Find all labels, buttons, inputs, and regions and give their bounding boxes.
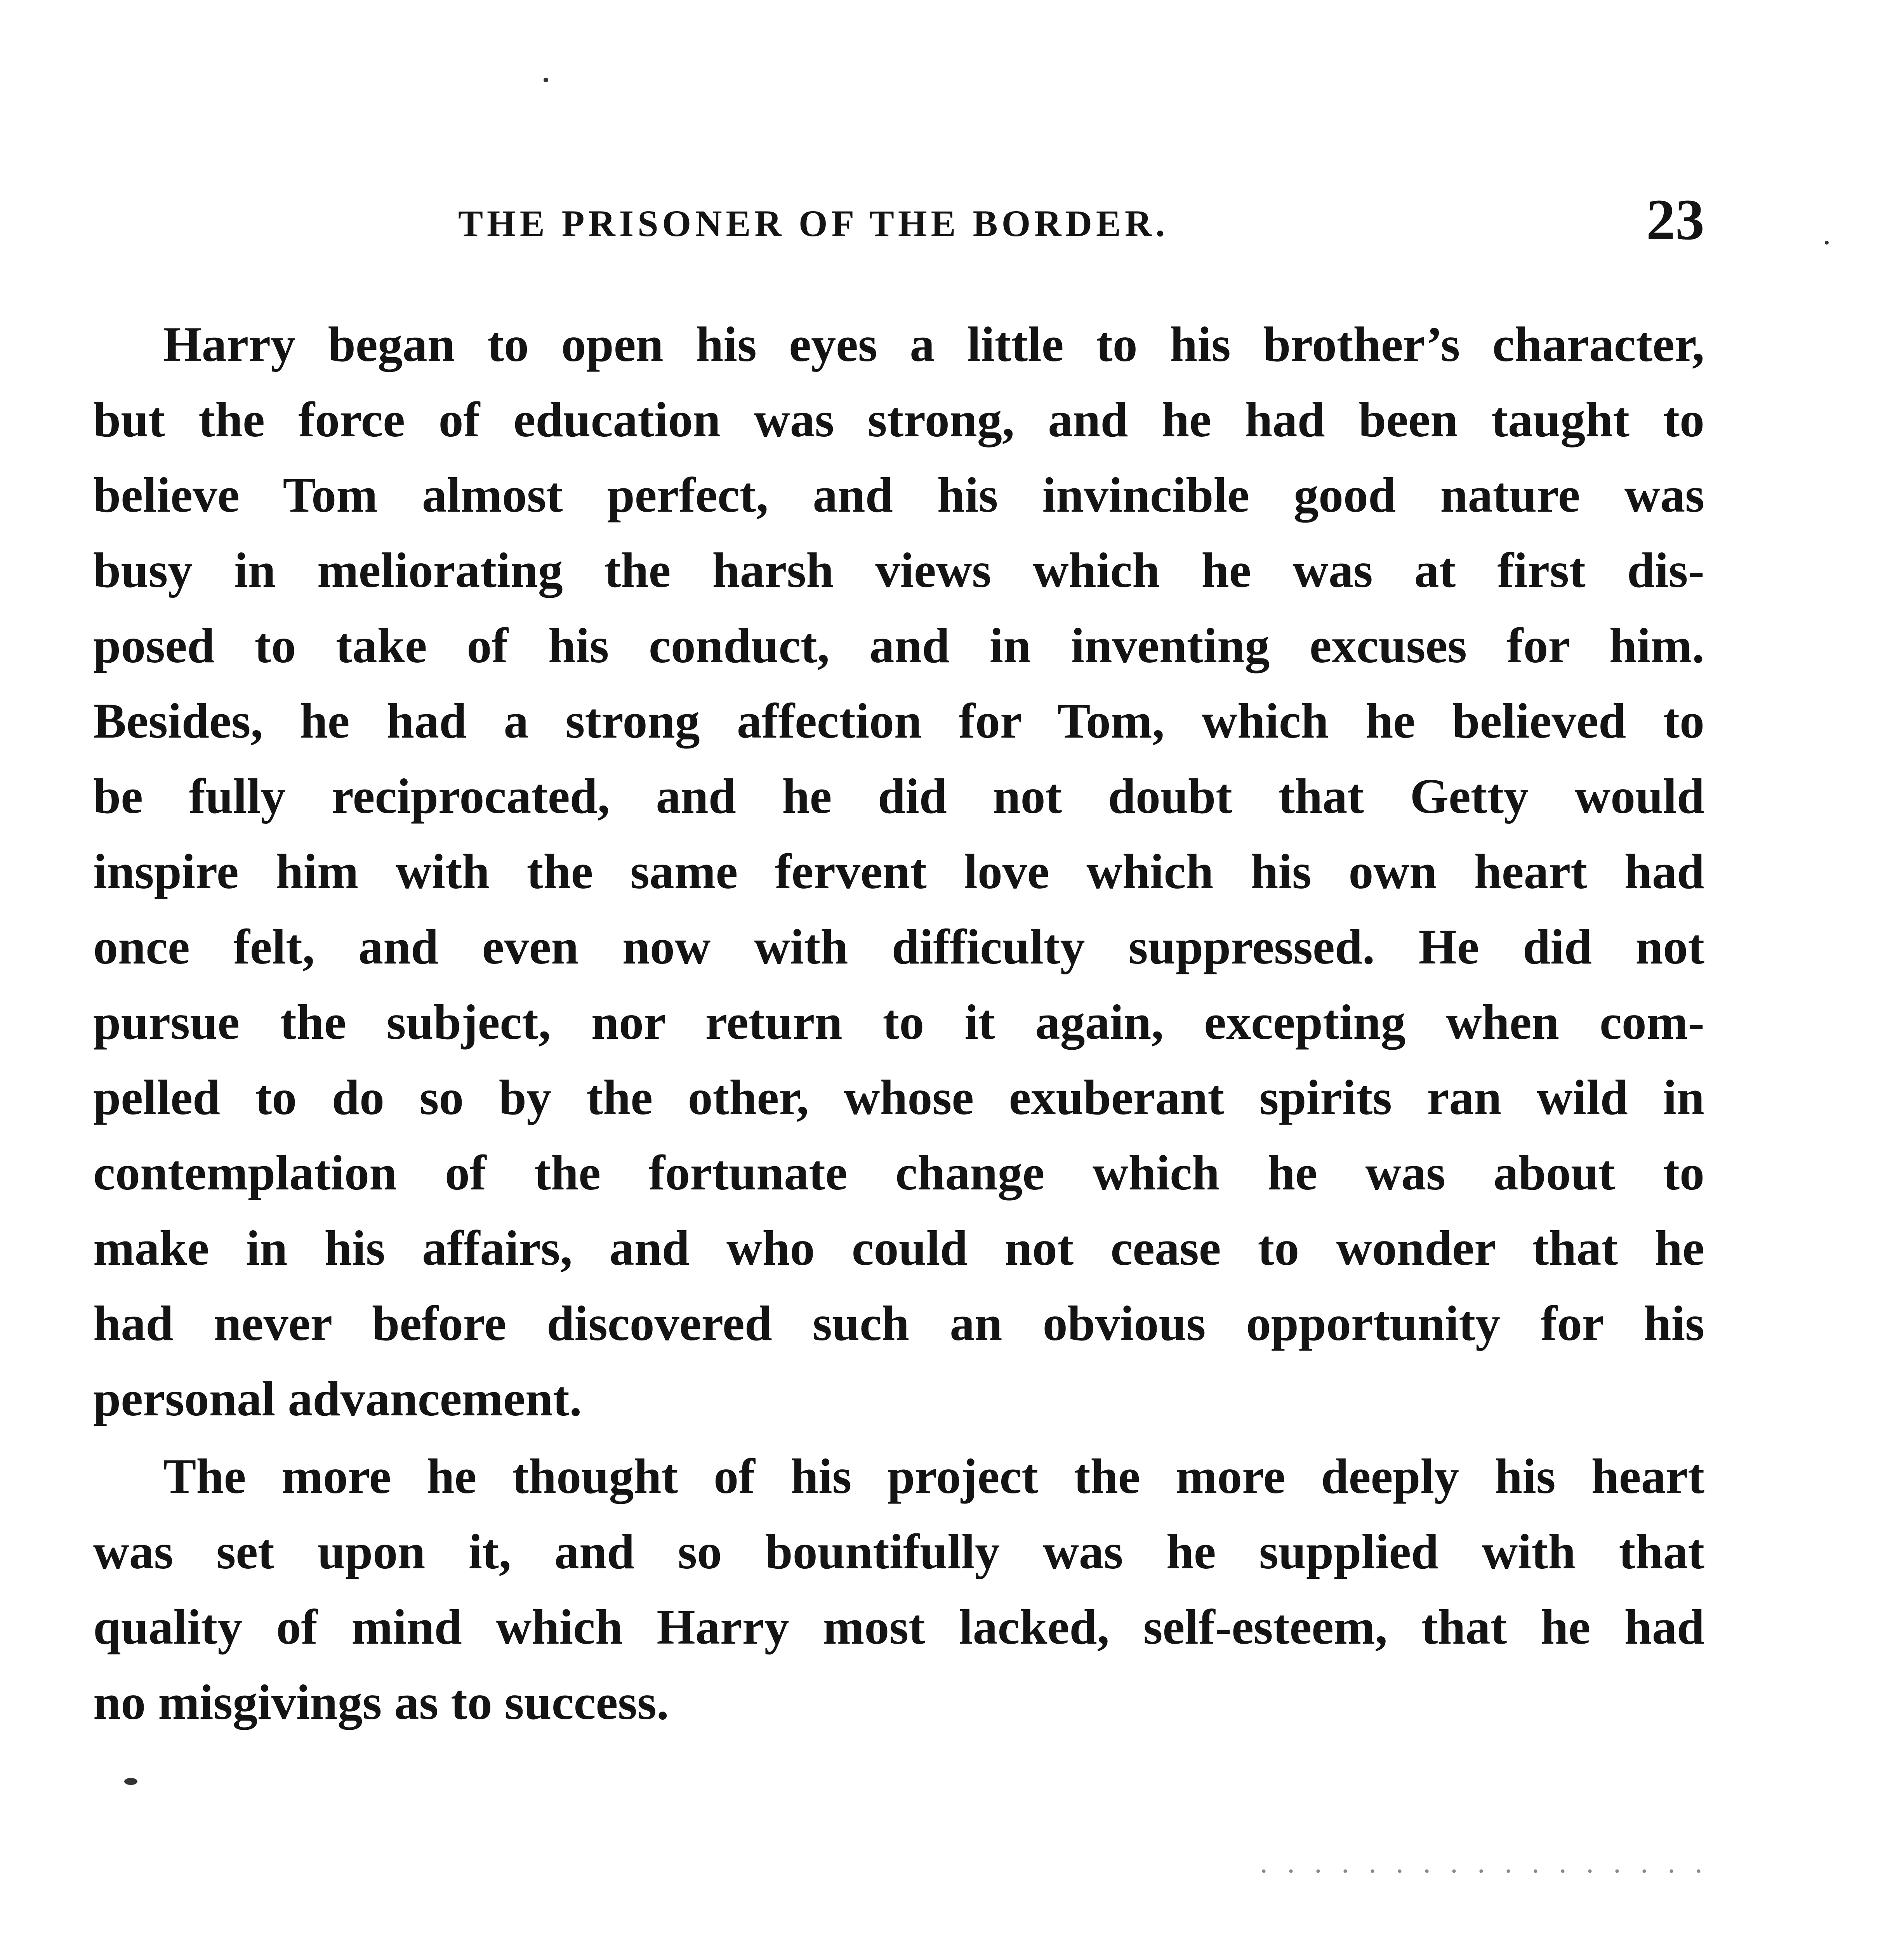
- text-line: Harry began to open his eyes a little to his brother’s character,: [163, 317, 1704, 372]
- text-line: believe Tom almost perfect, and his invincible good nature was: [93, 467, 1704, 523]
- text-line: pelled to do so by the other, whose exuberant spirits ran wild in: [93, 1070, 1704, 1125]
- print-speck: [124, 1778, 137, 1785]
- text-line: make in his affairs, and who could not cease to wonder that he: [93, 1221, 1704, 1276]
- text-line: inspire him with the same fervent love which his own heart had: [93, 844, 1704, 899]
- running-title: THE PRISONER OF THE BORDER.: [458, 203, 1169, 244]
- page-number: 23: [1646, 188, 1704, 252]
- text-line: was set upon it, and so bountifully was he supplied with that: [93, 1524, 1704, 1579]
- text-line: personal advancement.: [93, 1371, 582, 1426]
- text-line: contemplation of the fortunate change which he was about to: [93, 1145, 1704, 1200]
- text-line: be fully reciprocated, and he did not doubt that Getty would: [93, 769, 1704, 824]
- text-line: The more he thought of his project the more deeply his heart: [163, 1449, 1704, 1504]
- running-head: [93, 186, 1704, 252]
- text-line: quality of mind which Harry most lacked, self-esteem, that he had: [93, 1599, 1704, 1655]
- print-specks: [1250, 1867, 1708, 1875]
- paragraph: [93, 1439, 1704, 1740]
- text-line: Besides, he had a strong affection for Tom, which he believed to: [93, 693, 1704, 748]
- text-line: had never before discovered such an obvious opportunity for his: [93, 1296, 1704, 1351]
- text-line: busy in meliorating the harsh views which he was at first dis-: [93, 543, 1704, 598]
- print-speck: [544, 78, 548, 82]
- text-line: pursue the subject, nor return to it again, excepting when com-: [93, 995, 1704, 1050]
- text-line: no misgivings as to success.: [93, 1675, 669, 1730]
- body-text: [93, 307, 1704, 1740]
- text-line: but the force of education was strong, and he had been taught to: [93, 392, 1704, 447]
- paragraph: [93, 307, 1704, 1436]
- text-line: posed to take of his conduct, and in inventing excuses for him.: [93, 618, 1704, 673]
- print-speck: [1825, 241, 1829, 245]
- text-line: once felt, and even now with difficulty suppressed. He did not: [93, 919, 1704, 974]
